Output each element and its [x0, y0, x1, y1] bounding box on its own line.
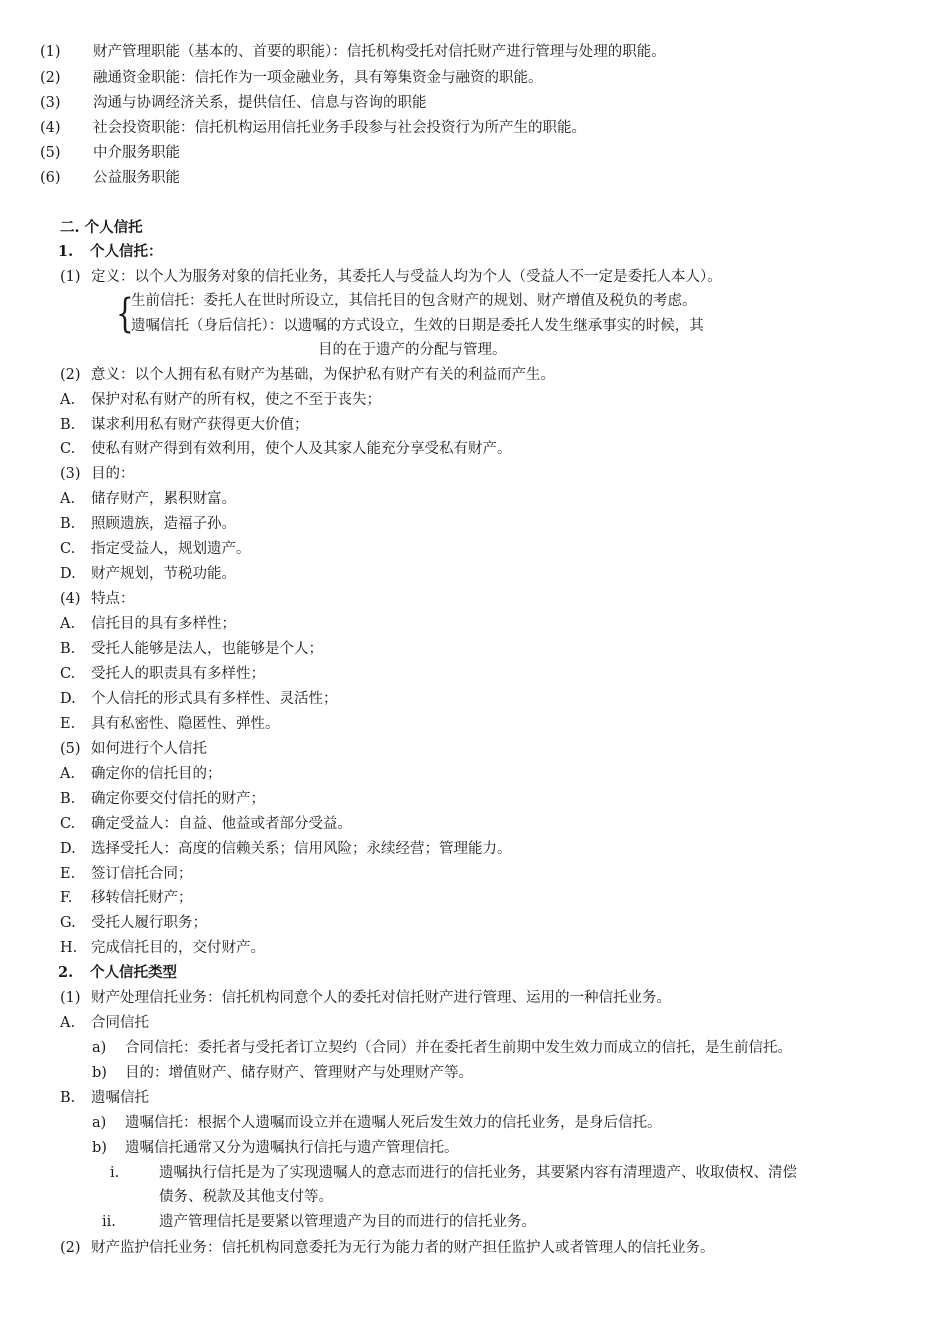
line-label: b) — [92, 1140, 107, 1156]
line-text: 意义：以个人拥有私有财产为基础，为保护私有财产有关的利益而产生。 — [91, 367, 555, 383]
line-label: B. — [60, 516, 76, 532]
line-label: B. — [60, 641, 76, 657]
line-text: 具有私密性、隐匿性、弹性。 — [91, 716, 280, 732]
line-text: 中介服务职能 — [93, 145, 180, 161]
line-label: A. — [60, 616, 76, 632]
line-label: (6) — [40, 170, 61, 186]
line-text: 确定受益人：自益、他益或者部分受益。 — [91, 816, 352, 832]
line-label: 1. — [58, 243, 74, 260]
line-text: 财产处理信托业务：信托机构同意个人的委托对信托财产进行管理、运用的一种信托业务。 — [91, 990, 671, 1006]
line-text: 遗嘱信托 — [91, 1090, 149, 1106]
line-text: 个人信托类型 — [90, 964, 177, 981]
line-text: 沟通与协调经济关系，提供信任、信息与咨询的职能 — [93, 95, 427, 111]
line-text: 遗嘱信托通常又分为遗嘱执行信托与遗产管理信托。 — [125, 1140, 459, 1156]
line-text: 公益服务职能 — [93, 170, 180, 186]
line-text: 受托人履行职务； — [91, 915, 207, 931]
line-label: (2) — [40, 70, 61, 86]
line-label: C. — [60, 666, 76, 682]
line-text: 特点： — [91, 591, 135, 607]
line-label: b) — [92, 1065, 107, 1081]
line-label: (1) — [40, 44, 61, 60]
line-label: B. — [60, 791, 76, 807]
line-text: 目的在于遗产的分配与管理。 — [318, 342, 507, 358]
line-text: 照顾遗族，造福子孙。 — [91, 516, 236, 532]
line-text: 保护对私有财产的所有权，使之不至于丧失； — [91, 392, 381, 408]
line-label: A. — [60, 392, 76, 408]
line-text: 目的： — [91, 466, 135, 482]
line-text: 合同信托：委托者与受托者订立契约（合同）并在委托者生前期中发生效力而成立的信托，是生前信托。 — [125, 1040, 792, 1056]
line-text: 遗嘱执行信托是为了实现遗嘱人的意志而进行的信托业务，其要紧内容有清理遗产、收取债权、清偿 — [159, 1165, 797, 1181]
line-label: 2. — [58, 964, 74, 981]
line-label: A. — [60, 491, 76, 507]
line-text: 个人信托： — [90, 243, 163, 260]
line-text: 遗嘱信托（身后信托）：以遗嘱的方式设立，生效的日期是委托人发生继承事实的时候，其 — [131, 318, 704, 334]
line-label: E. — [60, 866, 76, 882]
line-text: 定义：以个人为服务对象的信托业务，其委托人与受益人均为个人（受益人不一定是委托人本人）。 — [91, 269, 722, 285]
line-text: 财产管理职能（基本的、首要的职能）：信托机构受托对信托财产进行管理与处理的职能。 — [93, 44, 666, 60]
line-text: 使私有财产得到有效利用，使个人及其家人能充分享受私有财产。 — [91, 441, 512, 457]
line-text: 签订信托合同； — [91, 866, 193, 882]
line-text: 移转信托财产； — [91, 890, 193, 906]
line-label: A. — [60, 1015, 76, 1031]
line-label: G. — [60, 915, 76, 931]
line-label: F. — [60, 890, 73, 906]
line-label: (5) — [60, 741, 81, 757]
line-label: (1) — [60, 990, 81, 1006]
line-text: 如何进行个人信托 — [91, 741, 207, 757]
line-label: (5) — [40, 145, 61, 161]
line-label: ii. — [102, 1214, 116, 1230]
line-text: 融通资金职能：信托作为一项金融业务，具有筹集资金与融资的职能。 — [93, 70, 543, 86]
line-label: (4) — [60, 591, 81, 607]
line-text: 完成信托目的，交付财产。 — [91, 940, 265, 956]
line-text: 遗嘱信托：根据个人遗嘱而设立并在遗嘱人死后发生效力的信托业务，是身后信托。 — [125, 1115, 662, 1131]
line-label: (2) — [60, 1240, 81, 1256]
line-text: 遗产管理信托是要紧以管理遗产为目的而进行的信托业务。 — [159, 1214, 536, 1230]
line-label: a) — [92, 1115, 107, 1131]
line-label: (1) — [60, 269, 81, 285]
line-label: D. — [60, 841, 76, 857]
line-label: B. — [60, 417, 76, 433]
line-text: 谋求利用私有财产获得更大价值； — [91, 417, 309, 433]
line-label: C. — [60, 441, 76, 457]
line-text: 指定受益人，规划遗产。 — [91, 541, 251, 557]
line-label: i. — [110, 1165, 120, 1181]
line-text: 确定你要交付信托的财产； — [91, 791, 265, 807]
line-text: 合同信托 — [91, 1015, 149, 1031]
line-label: A. — [60, 766, 76, 782]
line-label: (3) — [40, 95, 61, 111]
line-text: 受托人能够是法人，也能够是个人； — [91, 641, 323, 657]
line-label: (4) — [40, 120, 61, 136]
line-text: 财产规划，节税功能。 — [91, 566, 236, 582]
line-label: D. — [60, 691, 76, 707]
line-label: C. — [60, 816, 76, 832]
line-text: 财产监护信托业务：信托机构同意委托为无行为能力者的财产担任监护人或者管理人的信托业务。 — [91, 1240, 715, 1256]
line-text: 二. 个人信托 — [60, 219, 143, 236]
line-text: 选择受托人：高度的信赖关系；信用风险；永续经营；管理能力。 — [91, 841, 512, 857]
curly-brace-icon: { — [116, 291, 134, 337]
line-text: 储存财产，累积财富。 — [91, 491, 236, 507]
line-text: 个人信托的形式具有多样性、灵活性； — [91, 691, 338, 707]
line-text: 确定你的信托目的； — [91, 766, 222, 782]
line-text: 受托人的职责具有多样性； — [91, 666, 265, 682]
line-text: 债务、税款及其他支付等。 — [159, 1189, 333, 1205]
line-label: D. — [60, 566, 76, 582]
line-label: E. — [60, 716, 76, 732]
line-text: 社会投资职能：信托机构运用信托业务手段参与社会投资行为所产生的职能。 — [93, 120, 586, 136]
line-text: 生前信托：委托人在世时所设立，其信托目的包含财产的规划、财产增值及税负的考虑。 — [131, 293, 697, 309]
line-text: 信托目的具有多样性； — [91, 616, 236, 632]
line-label: (3) — [60, 466, 81, 482]
line-label: a) — [92, 1040, 107, 1056]
line-label: C. — [60, 541, 76, 557]
line-text: 目的：增值财产、储存财产、管理财产与处理财产等。 — [125, 1065, 473, 1081]
line-label: (2) — [60, 367, 81, 383]
line-label: H. — [60, 940, 78, 956]
line-label: B. — [60, 1090, 76, 1106]
